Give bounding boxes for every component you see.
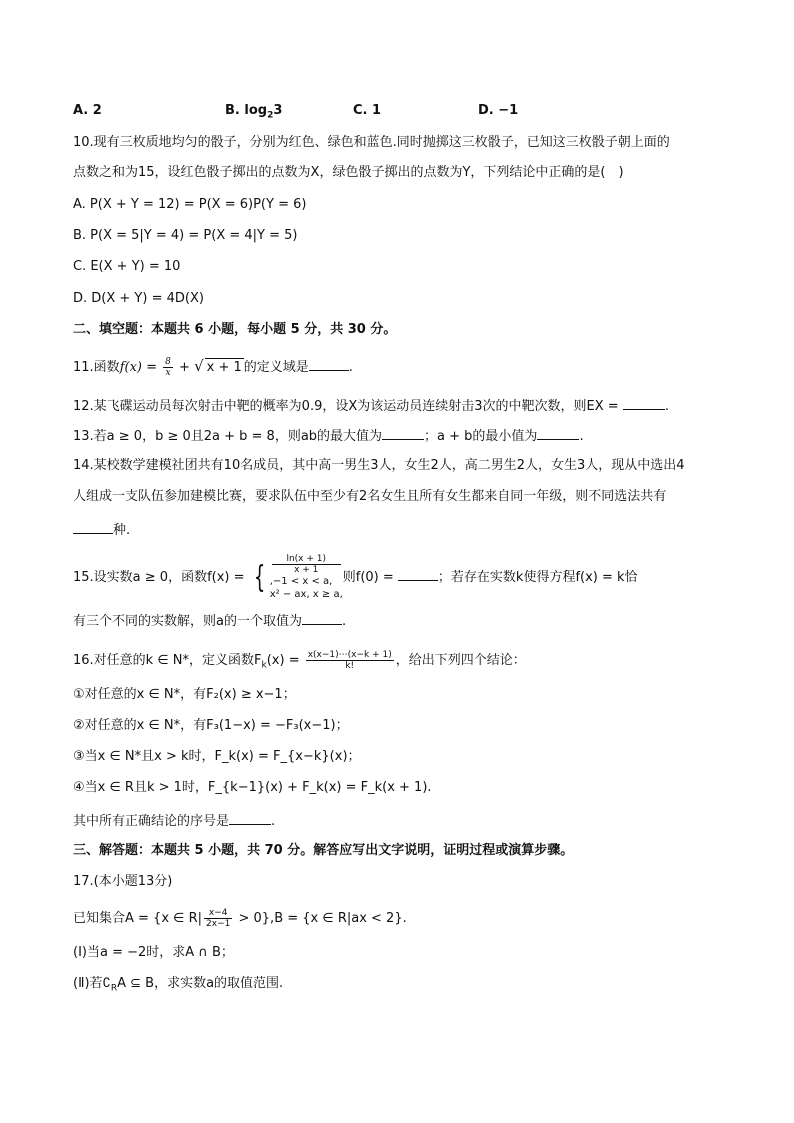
q16-statement-4: ④当x ∈ R且k > 1时，F_{k−1}(x) + F_k(x) = F_k(x + 1). [73, 780, 432, 795]
q11-line: 11.函数f(x) = $\frac{8}{x}$ + √ x + 1 的定义域是 . [73, 357, 353, 378]
q9-options-row [73, 102, 713, 122]
q16-stem: 16.对任意的k ∈ N*，定义函数$F_k(x)$ = $\frac{x(x-1)\cdots(x-k + 1)}{k!}$ ，给出下列四个结论： [73, 650, 526, 671]
q10-option-b: B. P(X = 5|Y = 4) = P(X = 4|Y = 5) [73, 228, 298, 243]
q15-answer-blank-1 [398, 566, 438, 581]
q16-statement-3: ③当x ∈ N*且x > k时，F_k(x) = F_{x−k}(x)； [73, 749, 361, 764]
q13-line: 13.若a ≥ 0，b ≥ 0且2a + b = 8，则ab的最大值为 ；a + b的最小值为 . [73, 425, 584, 446]
q9-option-a: A. 2 [73, 103, 102, 118]
q9-option-b: B. $\log_23$ [225, 103, 283, 121]
q10-option-d: D. D(X + Y) = 4D(X) [73, 291, 204, 306]
q10-stem-line1: 10.现有三枚质地均匀的骰子，分别为红色、绿色和蓝色.同时抛掷这三枚骰子，已知这三枚骰子朝上面的 [73, 135, 670, 150]
q17-part-2: (Ⅱ)若$∁_RA$ ⊆ B，求实数a的取值范围. [73, 976, 284, 994]
q11-answer-blank [309, 356, 349, 371]
q17-part-1: (I)当a = −2时，求A ∩ B； [73, 945, 234, 960]
q16-answer-blank [229, 810, 271, 825]
q17-set-definition: 已知集合A = {x ∈ R| $\frac{x-4}{2x-1}$ > 0},B = {x ∈ R|ax < 2}. [73, 908, 407, 929]
q9-option-d: D. −1 [478, 103, 519, 118]
q16-statement-2: ②对任意的x ∈ N*，有F₃(1−x) = −F₃(x−1)； [73, 718, 349, 733]
q12-line: 12.某飞碟运动员每次射击中靶的概率为0.9，设X为该运动员连续射击3次的中靶次数，则EX = . [73, 395, 669, 416]
q14-line3: 种. [73, 519, 130, 540]
q14-line2: 人组成一支队伍参加建模比赛，要求队伍中至少有2名女生且所有女生都来自同一年级，则不同选法共有 [73, 489, 667, 504]
q16-statement-1: ①对任意的x ∈ N*，有F₂(x) ≥ x−1； [73, 687, 296, 702]
q10-stem-line2: 点数之和为15，设红色骰子掷出的点数为X，绿色骰子掷出的点数为Y，下列结论中正确的是( ) [73, 165, 624, 180]
q15-line2: 有三个不同的实数解，则a的一个取值为 . [73, 610, 346, 631]
q14-answer-blank [73, 519, 113, 534]
q15-line1: 15.设实数a ≥ 0，函数f(x) = { ln(x + 1) x + 1 ,−1 < x < a, x² − ax, x ≥ a, 则f(0) = ；若存在实数k使得方程f(x) = k恰 [73, 554, 638, 600]
q13-answer-blank-1 [382, 425, 424, 440]
q10-option-a: A. P(X + Y = 12) = P(X = 6)P(Y = 6) [73, 197, 307, 212]
q10-option-c: C. E(X + Y) = 10 [73, 259, 181, 274]
q12-answer-blank [623, 395, 665, 410]
q16-question: 其中所有正确结论的序号是 . [73, 810, 275, 831]
q15-answer-blank-2 [302, 610, 342, 625]
q13-answer-blank-2 [537, 425, 579, 440]
section-solve-heading: 三、解答题：本题共 5 小题，共 70 分。解答应写出文字说明，证明过程或演算步骤。 [73, 843, 574, 858]
q17-title: 17.(本小题13分) [73, 874, 173, 889]
section-fill-in-heading: 二、填空题：本题共 6 小题，每小题 5 分，共 30 分。 [73, 322, 397, 337]
q14-line1: 14.某校数学建模社团共有10名成员，其中高一男生3人，女生2人，高二男生2人，女生3人，现从中选出4 [73, 458, 685, 473]
q9-option-c: C. 1 [353, 103, 382, 118]
